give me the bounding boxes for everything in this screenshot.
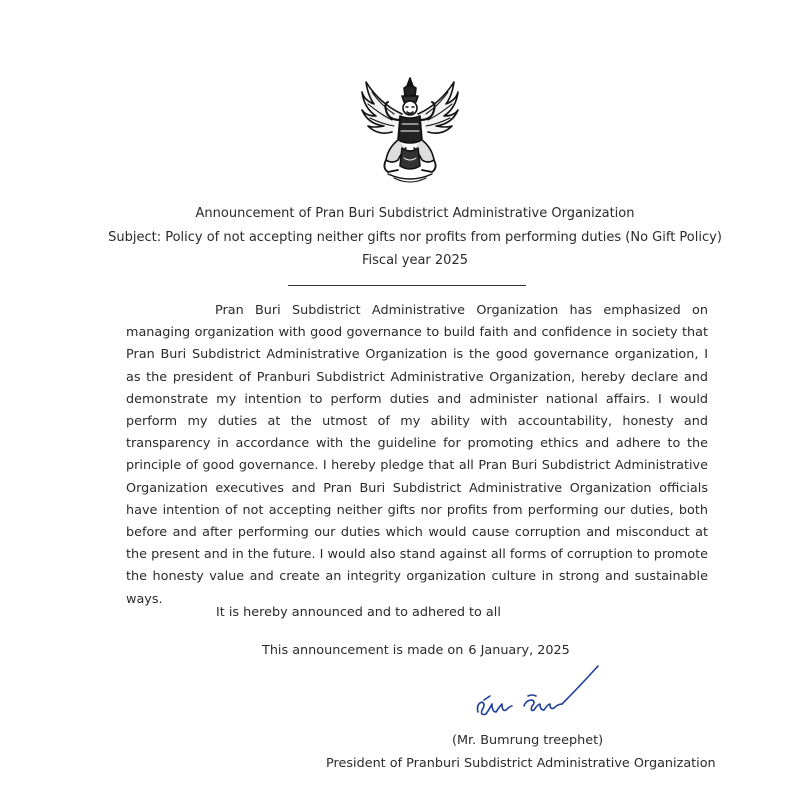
header-divider bbox=[288, 285, 526, 286]
announcement-date-line bbox=[262, 643, 570, 659]
handwritten-signature bbox=[470, 660, 610, 722]
closing-statement: It is hereby announced and to adhered to all bbox=[216, 605, 501, 620]
signer-name: (Mr. Bumrung treephet) bbox=[452, 733, 604, 748]
garuda-emblem-icon bbox=[358, 74, 462, 186]
fiscal-year: Fiscal year 2025 bbox=[362, 253, 468, 268]
body-paragraph: Pran Buri Subdistrict Administrative Organization has emphasized on managing organization with good governance to build faith and confidence in society that Pran Buri Subdistrict Administrative Organization is the good governance organization, I as the president of Pranburi Subdistrict Administrative Organization, hereby declare and demonstrate my intention to perform duties and administer national affairs. I would perform my duties at the utmost of my ability with accountability, honesty and transparency in accordance with the guideline for promoting ethics and adhere to the principle of good governance. I hereby pledge that all Pran Buri Subdistrict Administrative Organization executives and Pran Buri Subdistrict Administrative Organization officials have intention of not accepting neither gifts nor profits from performing our duties, both before and after performing our duties which would cause corruption and misconduct at the present and in the future. I would also stand against all forms of corruption to promote the honesty value and create an integrity organization culture in strong and sustainable ways. bbox=[126, 303, 708, 607]
signer-title: President of Pranburi Subdistrict Administrative Organization bbox=[326, 756, 716, 771]
date-prefix: This announcement is made on bbox=[262, 643, 464, 658]
announcement-title: Announcement of Pran Buri Subdistrict Administrative Organization bbox=[195, 206, 635, 221]
announcement-date: 6 January, 2025 bbox=[468, 643, 570, 658]
announcement-subject: Subject: Policy of not accepting neither gifts nor profits from performing duties (No Gift Policy) bbox=[108, 230, 722, 245]
